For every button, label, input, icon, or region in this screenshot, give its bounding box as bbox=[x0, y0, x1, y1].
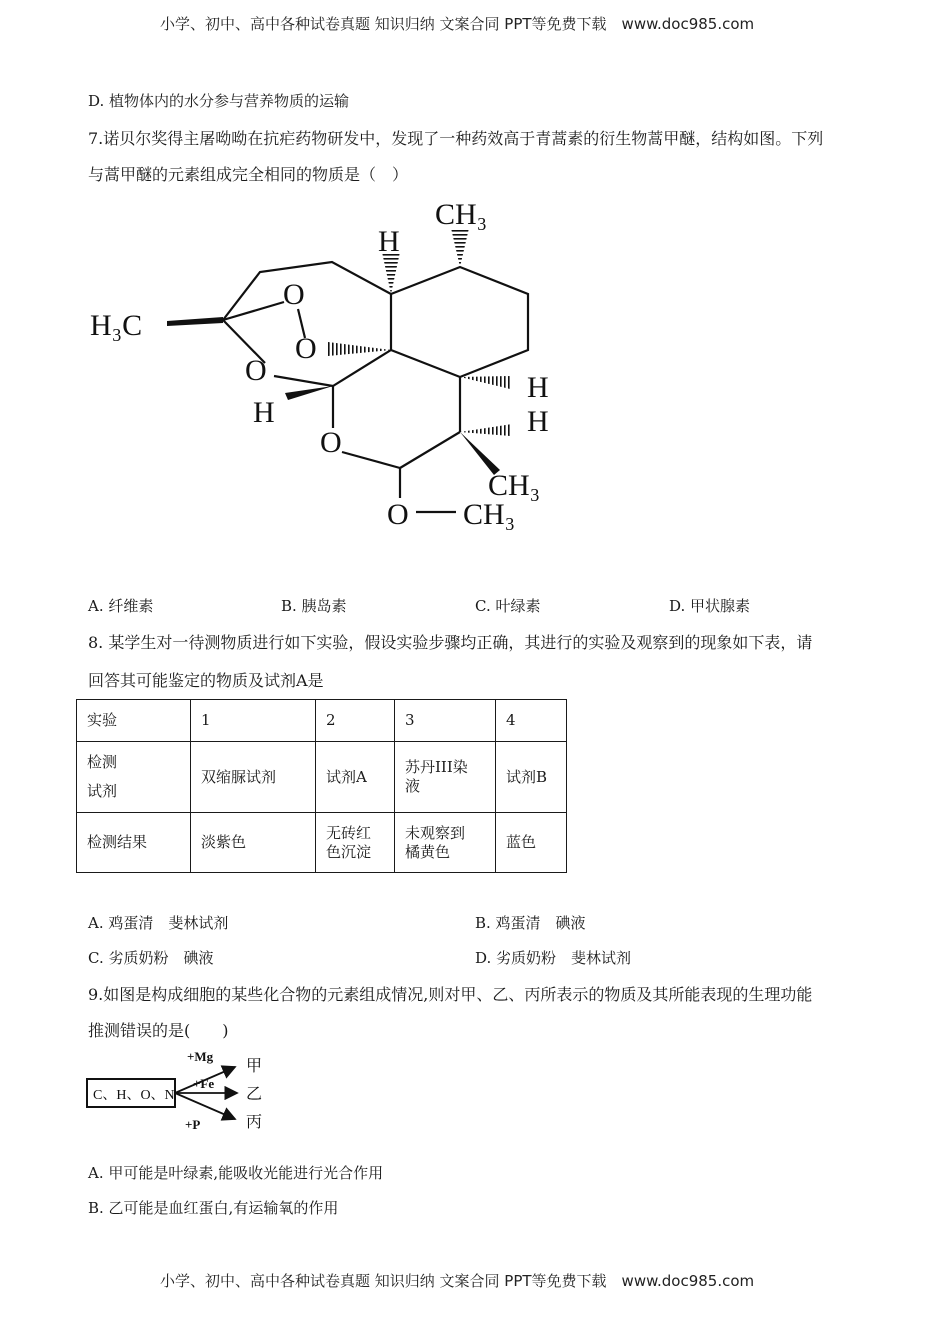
table-cell bbox=[395, 813, 496, 873]
label-mg: +Mg bbox=[187, 1049, 214, 1064]
label-bing: 丙 bbox=[246, 1114, 263, 1131]
table-cell bbox=[316, 813, 395, 873]
q7-option-d: D. 甲状腺素 bbox=[669, 597, 751, 615]
label-ch3-right: CH₃ bbox=[488, 469, 541, 502]
q8-stem-line2: 回答其可能鉴定的物质及试剂A是 bbox=[88, 671, 324, 690]
q6-option-d: D. 植物体内的水分参与营养物质的运输 bbox=[88, 92, 350, 110]
q8-stem-line1: 8. 某学生对一待测物质进行如下实验，假设实验步骤均正确，其进行的实验及观察到的现象如下表，请 bbox=[88, 633, 813, 652]
q7-stem-line2: 与蒿甲醚的元素组成完全相同的物质是（ ） bbox=[88, 165, 409, 184]
hashed-bond-ch3-top bbox=[451, 228, 469, 267]
hashed-bond-oxygen bbox=[328, 342, 391, 356]
label-p: +P bbox=[185, 1117, 201, 1132]
header-banner: 小学、初中、高中各种试卷真题 知识归纳 文案合同 PPT等免费下载 www.doc985.com bbox=[160, 15, 755, 33]
q9-stem-line1: 9.如图是构成细胞的某些化合物的元素组成情况,则对甲、乙、丙所表示的物质及其所能表现的生理功能 bbox=[88, 985, 813, 1004]
label-ch3-bottom: CH₃ bbox=[463, 498, 516, 531]
table-cell: 3 bbox=[395, 700, 496, 742]
hashed-bond-h-top bbox=[382, 252, 400, 294]
q7-option-a: A. 纤维素 bbox=[88, 597, 154, 615]
cell-line: 未观察到 bbox=[405, 823, 466, 842]
q8-option-a: A. 鸡蛋清 斐林试剂 bbox=[88, 914, 229, 932]
label-fe: +Fe bbox=[193, 1076, 215, 1091]
table-cell: 1 bbox=[191, 700, 316, 742]
label-h-left: H bbox=[253, 396, 275, 429]
cell-line: 橘黄色 bbox=[405, 842, 451, 861]
q9-option-b: B. 乙可能是血红蛋白,有运输氧的作用 bbox=[88, 1199, 339, 1217]
wedge-bond-h3c bbox=[167, 317, 223, 326]
table-cell: 双缩脲试剂 bbox=[191, 742, 316, 813]
table-cell: 试剂B bbox=[496, 742, 567, 813]
arrow-to-bing bbox=[175, 1093, 235, 1119]
table-cell: 2 bbox=[316, 700, 395, 742]
label-h3c: H₃C bbox=[90, 309, 143, 342]
label-h-top: H bbox=[378, 225, 400, 258]
label-yi: 乙 bbox=[246, 1086, 263, 1103]
footer-banner: 小学、初中、高中各种试卷真题 知识归纳 文案合同 PPT等免费下载 www.doc985.com bbox=[160, 1272, 755, 1290]
table-cell bbox=[77, 742, 191, 813]
cell-line: 液 bbox=[405, 777, 421, 795]
hashed-bond-h-right2 bbox=[460, 424, 512, 436]
cell-line: 苏丹III染 bbox=[405, 758, 468, 776]
label-h-right2: H bbox=[527, 405, 549, 438]
q8-option-d: D. 劣质奶粉 斐林试剂 bbox=[475, 949, 632, 967]
label-ch3-top: CH₃ bbox=[435, 198, 488, 231]
table-cell bbox=[395, 742, 496, 813]
label-o-peroxide-1: O bbox=[283, 278, 305, 311]
q9-stem-line2: 推测错误的是( ) bbox=[88, 1021, 229, 1040]
q8-option-b: B. 鸡蛋清 碘液 bbox=[475, 914, 586, 932]
cell-line: 无砖红 bbox=[326, 823, 372, 842]
table-cell: 蓝色 bbox=[496, 813, 567, 873]
table-cell: 4 bbox=[496, 700, 567, 742]
artemether-structure-diagram bbox=[80, 190, 580, 540]
q9-option-a: A. 甲可能是叶绿素,能吸收光能进行光合作用 bbox=[88, 1164, 384, 1182]
label-o-ring: O bbox=[320, 426, 342, 459]
element-composition-diagram bbox=[85, 1045, 285, 1135]
cell-line: 试剂 bbox=[87, 782, 118, 800]
q7-stem-line1: 7.诺贝尔奖得主屠呦呦在抗疟药物研发中，发现了一种药效高于青蒿素的衍生物蒿甲醚，结构如图。下列 bbox=[88, 129, 824, 148]
label-o-methoxy: O bbox=[387, 498, 409, 531]
bond-lines bbox=[223, 262, 528, 512]
wedge-bond-h-left bbox=[285, 386, 333, 400]
table-row bbox=[77, 813, 567, 873]
label-o-peroxide-2: O bbox=[295, 332, 317, 365]
label-o-ketal: O bbox=[245, 354, 267, 387]
q7-option-b: B. 胰岛素 bbox=[281, 597, 347, 615]
hashed-bond-h-right1 bbox=[460, 376, 512, 389]
table-cell: 检测结果 bbox=[77, 813, 191, 873]
q7-option-c: C. 叶绿素 bbox=[475, 597, 541, 615]
cell-line: 检测 bbox=[87, 753, 118, 771]
table-row bbox=[77, 700, 567, 742]
cell-line: 色沉淀 bbox=[326, 842, 372, 861]
table-row bbox=[77, 742, 567, 813]
table-cell: 淡紫色 bbox=[191, 813, 316, 873]
table-cell: 实验 bbox=[77, 700, 191, 742]
label-h-right1: H bbox=[527, 371, 549, 404]
table-cell: 试剂A bbox=[316, 742, 395, 813]
q8-option-c: C. 劣质奶粉 碘液 bbox=[88, 949, 214, 967]
element-box-label: C、H、O、N bbox=[93, 1088, 175, 1103]
label-jia: 甲 bbox=[246, 1058, 263, 1075]
experiment-table bbox=[76, 699, 567, 873]
